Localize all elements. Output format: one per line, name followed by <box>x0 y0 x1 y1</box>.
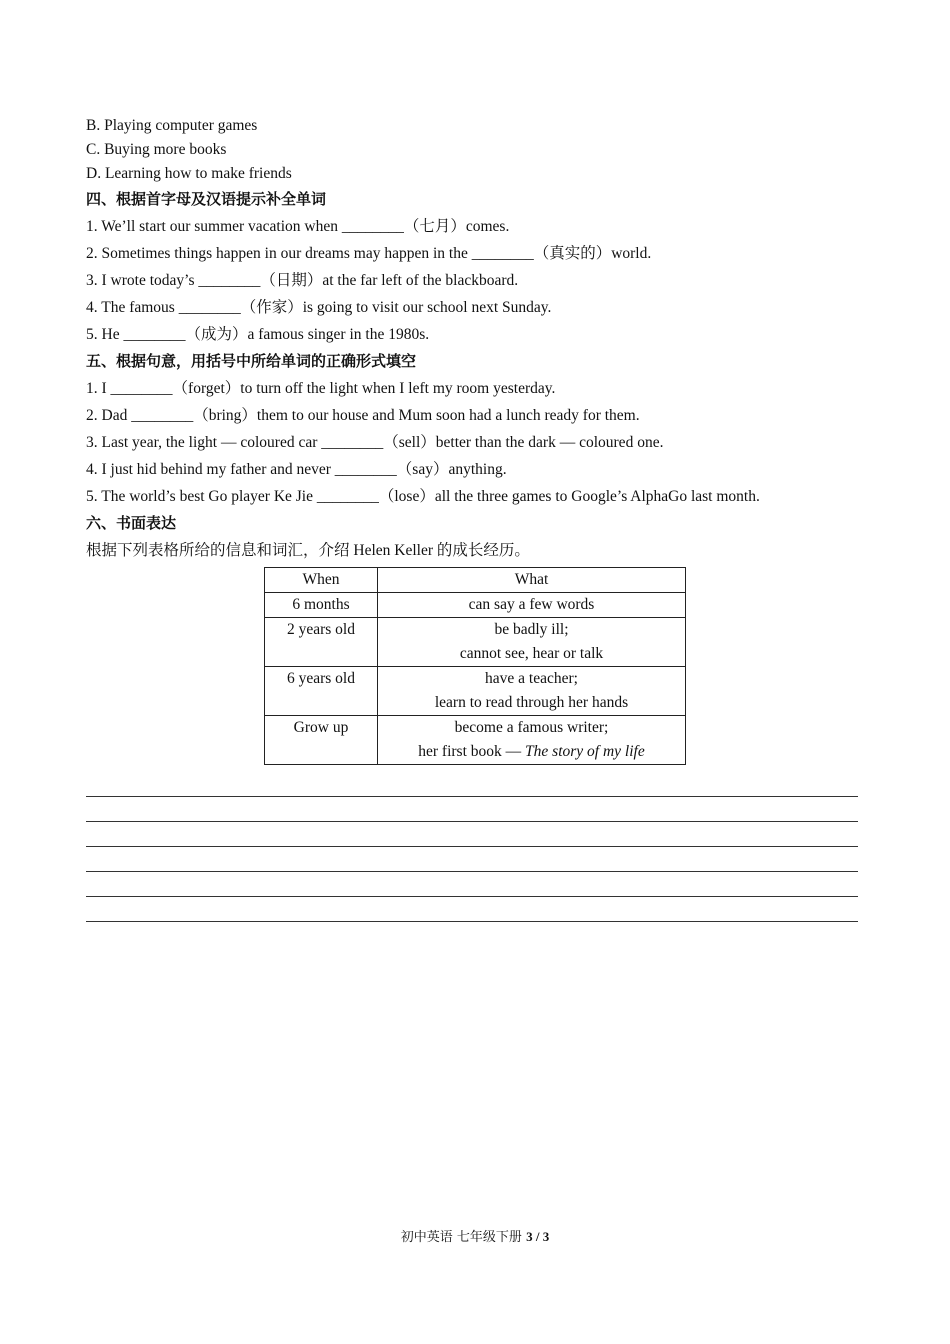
writing-line[interactable] <box>86 872 858 897</box>
table-cell-when: 6 years old <box>265 667 378 716</box>
book-title: The story of my life <box>525 743 645 760</box>
table-row <box>265 716 686 765</box>
writing-line[interactable] <box>86 772 858 797</box>
section-5-question: 2. Dad ________（bring）them to our house and Mum soon had a lunch ready for them. <box>86 407 640 424</box>
table-row <box>265 593 686 618</box>
table-cell-line: learn to read through her hands <box>434 694 629 711</box>
table-cell-when: 6 months <box>265 593 378 618</box>
table-cell-what <box>378 593 686 618</box>
table-cell-when: Grow up <box>265 716 378 765</box>
writing-line[interactable] <box>86 822 858 847</box>
writing-line[interactable] <box>86 797 858 822</box>
table-cell-line: become a famous writer; <box>454 719 609 736</box>
section-4-question: 3. I wrote today’s ________（日期）at the far left of the blackboard. <box>86 272 519 289</box>
section-6-heading: 六、书面表达 <box>86 514 177 532</box>
option-c: C. Buying more books <box>86 141 227 158</box>
section-4-question: 4. The famous ________（作家）is going to visit our school next Sunday. <box>86 299 552 316</box>
section-4-question: 1. We’ll start our summer vacation when ________（七月）comes. <box>86 218 510 235</box>
writing-line[interactable] <box>86 897 858 922</box>
option-b: B. Playing computer games <box>86 117 258 134</box>
section-6-instruction: 根据下列表格所给的信息和词汇，介绍 Helen Keller 的成长经历。 <box>86 542 530 559</box>
book-prefix: her first book — <box>418 743 526 760</box>
table-header-what: What <box>378 568 686 593</box>
table-row <box>265 618 686 667</box>
section-5-question: 4. I just hid behind my father and never ________（say）anything. <box>86 461 507 478</box>
option-d: D. Learning how to make friends <box>86 165 292 182</box>
section-5-heading: 五、根据句意，用括号中所给单词的正确形式填空 <box>86 352 417 370</box>
writing-line[interactable] <box>86 847 858 872</box>
section-5-question: 5. The world’s best Go player Ke Jie ________（lose）all the three games to Google’s AlphaGo last month. <box>86 488 760 505</box>
writing-area[interactable] <box>86 772 858 922</box>
section-4-question: 5. He ________（成为）a famous singer in the 1980s. <box>86 326 430 343</box>
table-cell-line <box>378 740 685 764</box>
table-cell-what <box>378 618 686 667</box>
page-number: 3 / 3 <box>526 1229 550 1244</box>
section-4-question: 2. Sometimes things happen in our dreams may happen in the ________（真实的）world. <box>86 245 652 262</box>
table-cell-line: can say a few words <box>468 596 595 613</box>
table-cell-what <box>378 667 686 716</box>
table-row <box>265 667 686 716</box>
table-cell-line: have a teacher; <box>485 670 578 687</box>
section-5-question: 1. I ________（forget）to turn off the light when I left my room yesterday. <box>86 380 556 397</box>
table-cell-line: cannot see, hear or talk <box>459 645 604 662</box>
helen-keller-table <box>264 567 686 765</box>
section-5-question: 3. Last year, the light — coloured car ________（sell）better than the dark — coloured one. <box>86 434 664 451</box>
footer-text: 初中英语 七年级下册 <box>400 1230 522 1245</box>
table-cell-what <box>378 716 686 765</box>
table-header-row <box>265 568 686 593</box>
table-cell-line: be badly ill; <box>494 621 569 638</box>
table-cell-when: 2 years old <box>265 618 378 667</box>
worksheet-content <box>86 114 866 564</box>
table-header-when: When <box>265 568 378 593</box>
section-4-heading: 四、根据首字母及汉语提示补全单词 <box>86 190 327 208</box>
page-footer <box>0 1226 950 1245</box>
